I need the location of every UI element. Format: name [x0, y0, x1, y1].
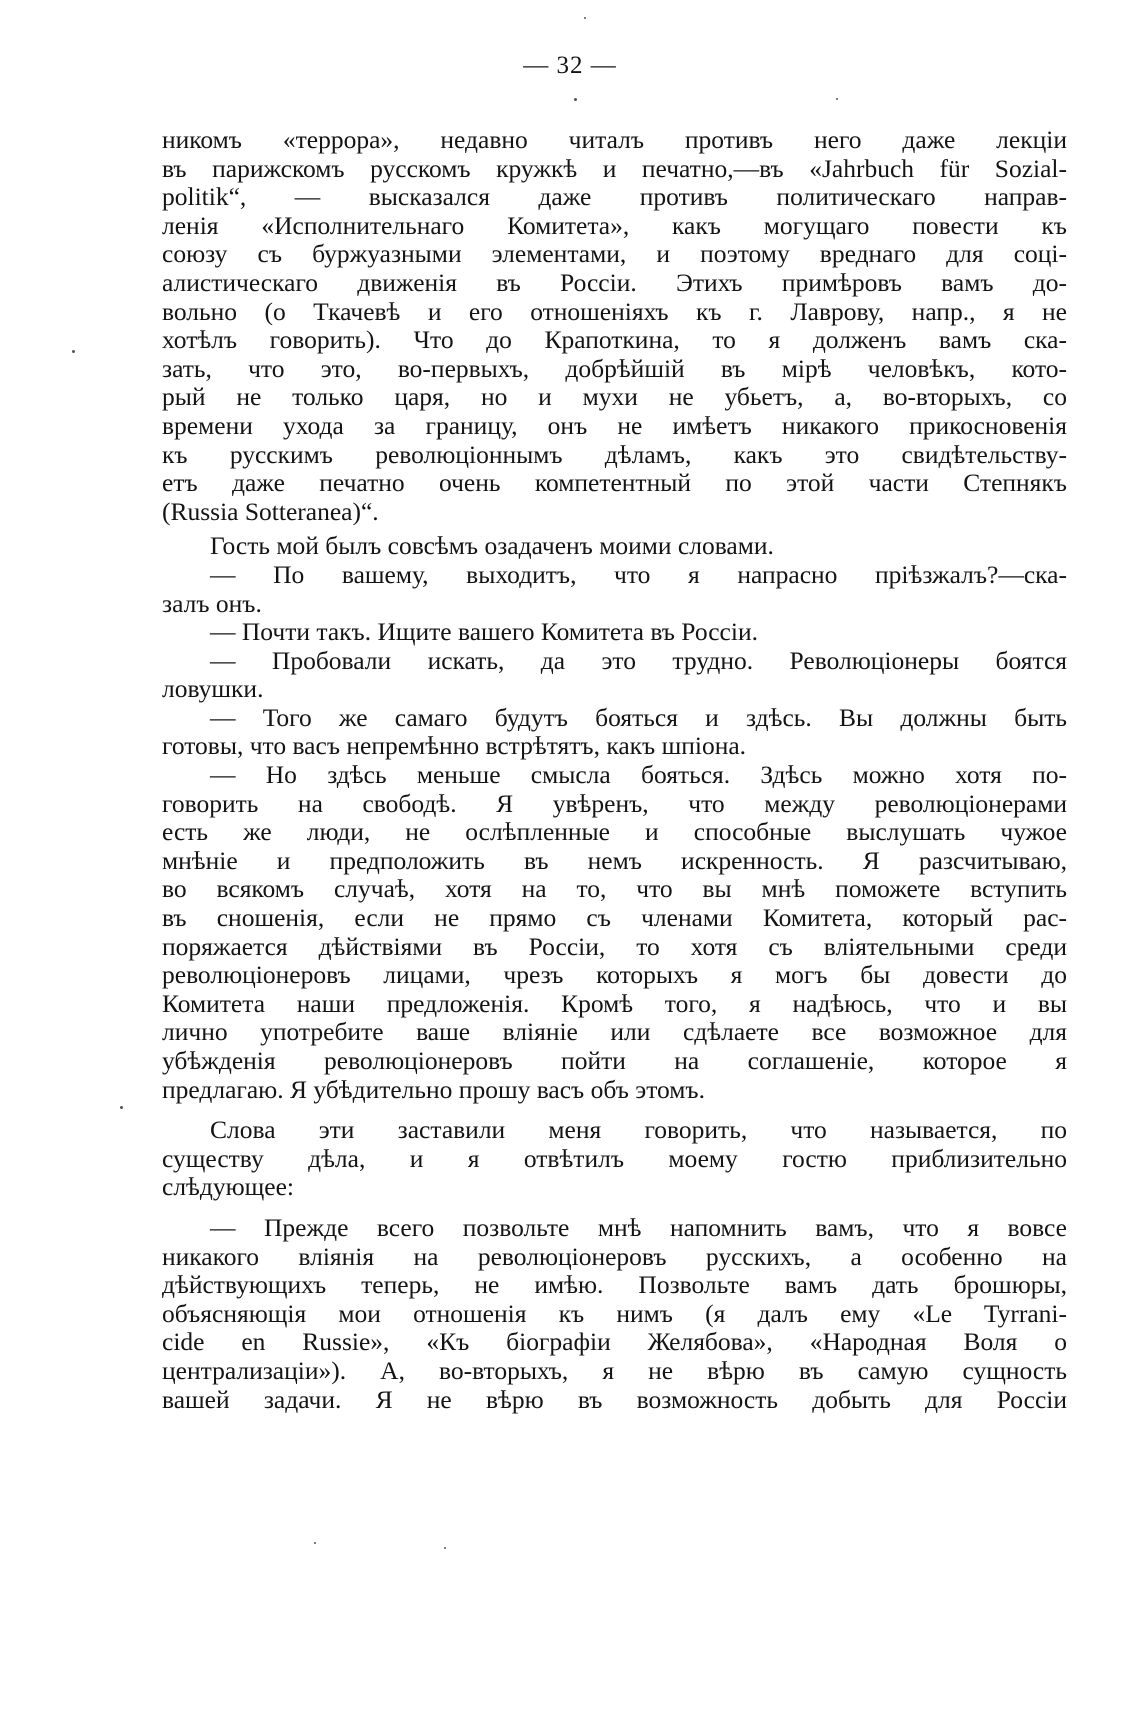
text-line: говорить на свободѣ. Я увѣренъ, что между революціонерами [162, 788, 1067, 818]
paragraph-dialogue [162, 761, 1067, 1104]
text-line: никакого вліянія на революціонеровъ русскихъ, а особенно на [162, 1241, 1067, 1271]
text-line: во всякомъ случаѣ, хотя на то, что вы мнѣ поможете вступить [162, 874, 1067, 904]
text-line: лично употребите ваше вліяніе или сдѣлаете все возможное для [162, 1017, 1067, 1047]
text-line: вашей задачи. Я не вѣрю въ возможность добыть для Россіи [162, 1384, 1067, 1414]
text-line: вольно (о Ткачевѣ и его отношеніяхъ къ г. Лаврову, напр., я не [162, 296, 1067, 326]
scan-speck [836, 98, 838, 100]
text-line: Комитета наши предложенія. Кромѣ того, я надѣюсь, что и вы [162, 988, 1067, 1018]
paragraph-continuation [162, 126, 1067, 526]
text-line: поряжается дѣйствіями въ Россіи, то хотя съ вліятельными среди [162, 931, 1067, 961]
text-line: хотѣлъ говорить). Что до Крапоткина, то я долженъ вамъ ска- [162, 325, 1067, 355]
text-line: — Почти такъ. Ищите вашего Комитета въ Россіи. [210, 617, 758, 647]
text-line: — Но здѣсь меньше смысла бояться. Здѣсь можно хотя по- [210, 760, 1067, 790]
text-line: — Прежде всего позвольте мнѣ напомнить вамъ, что я вовсе [210, 1212, 1067, 1242]
text-line: въ парижскомъ русскомъ кружкѣ и печатно,—въ «Jahrbuch für Sozial- [162, 153, 1067, 183]
text-line: етъ даже печатно очень компетентный по этой части Степнякъ [162, 468, 1067, 498]
text-line: въ сношенія, если не прямо съ членами Комитета, который рас- [162, 903, 1067, 933]
text-line: союзу съ буржуазными элементами, и поэтому вреднаго для соці- [162, 239, 1067, 269]
text-line: дѣйствующихъ теперь, не имѣю. Позвольте вамъ дать брошюры, [162, 1270, 1067, 1300]
text-line: Гость мой былъ совсѣмъ озадаченъ моими словами. [210, 531, 774, 561]
text-line: зать, что это, во-первыхъ, добрѣйшій въ мірѣ человѣкъ, кото- [162, 353, 1067, 383]
text-line: алистическаго движенія въ Россіи. Этихъ примѣровъ вамъ до- [162, 267, 1067, 297]
text-line: Слова эти заставили меня говорить, что называется, по [210, 1115, 1067, 1145]
text-line: cide en Russie», «Къ біографіи Желябова», «Народная Воля о [162, 1327, 1067, 1357]
text-line: убѣжденія революціонеровъ пойти на соглашеніе, которое я [162, 1046, 1067, 1075]
text-line: ловушки. [162, 674, 264, 704]
text-line: мнѣніе и предположить въ немъ искренность. Я разсчитываю, [162, 845, 1067, 875]
text-line: есть же люди, не ослѣпленные и способные выслушать чужое [162, 817, 1067, 847]
paragraph-narration [162, 532, 1067, 561]
text-line: никомъ «террора», недавно читалъ противъ него даже лекціи [162, 125, 1067, 154]
text-line: къ русскимъ революціоннымъ дѣламъ, какъ это свидѣтельству- [162, 439, 1067, 469]
scan-speck [574, 98, 577, 101]
text-line: — Пробовали искать, да это трудно. Революціонеры боятся [210, 645, 1067, 675]
text-line: — Того же самаго будутъ бояться и здѣсь. Вы должны быть [210, 702, 1067, 732]
text-line: времени ухода за границу, онъ не имѣетъ никакого прикосновенія [162, 410, 1067, 440]
text-line: politik“, — высказался даже противъ политическаго направ- [162, 182, 1067, 212]
text-line: (Russia Sotteranea)“. [162, 496, 379, 526]
scan-speck [72, 350, 75, 353]
page-number: — 32 — [523, 52, 617, 79]
text-line: слѣдующее: [162, 1172, 295, 1202]
text-line: объясняющія мои отношенія къ нимъ (я далъ ему «Le Tyrrani- [162, 1298, 1067, 1328]
scan-speck [314, 1542, 316, 1544]
text-line: предлагаю. Я убѣдительно прошу васъ объ этомъ. [162, 1074, 705, 1104]
scan-speck [120, 1106, 123, 1109]
paragraph-dialogue [162, 1214, 1067, 1414]
text-line: — По вашему, выходитъ, что я напрасно пріѣзжалъ?—ска- [210, 559, 1067, 589]
paragraph-dialogue [162, 647, 1067, 704]
paragraph-dialogue [162, 704, 1067, 761]
text-line: залъ онъ. [162, 588, 262, 618]
scan-speck [584, 17, 586, 19]
text-line: революціонеровъ лицами, чрезъ которыхъ я могъ бы довести до [162, 960, 1067, 990]
text-line: централизаціи»). А, во-вторыхъ, я не вѣрю въ самую сущность [162, 1355, 1067, 1385]
text-line: ленія «Исполнительнаго Комитета», какъ могущаго повести къ [162, 210, 1067, 240]
text-line: готовы, что васъ непремѣнно встрѣтятъ, какъ шпіона. [162, 731, 747, 761]
page-body [162, 126, 1067, 1414]
paragraph-dialogue [162, 618, 1067, 647]
text-line: существу дѣла, и я отвѣтилъ моему гостю приблизительно [162, 1143, 1067, 1173]
paragraph-dialogue [162, 561, 1067, 618]
text-line: рый не только царя, но и мухи не убьетъ, а, во-вторыхъ, со [162, 382, 1067, 412]
scan-speck [444, 1547, 446, 1549]
paragraph-narration [162, 1116, 1067, 1202]
